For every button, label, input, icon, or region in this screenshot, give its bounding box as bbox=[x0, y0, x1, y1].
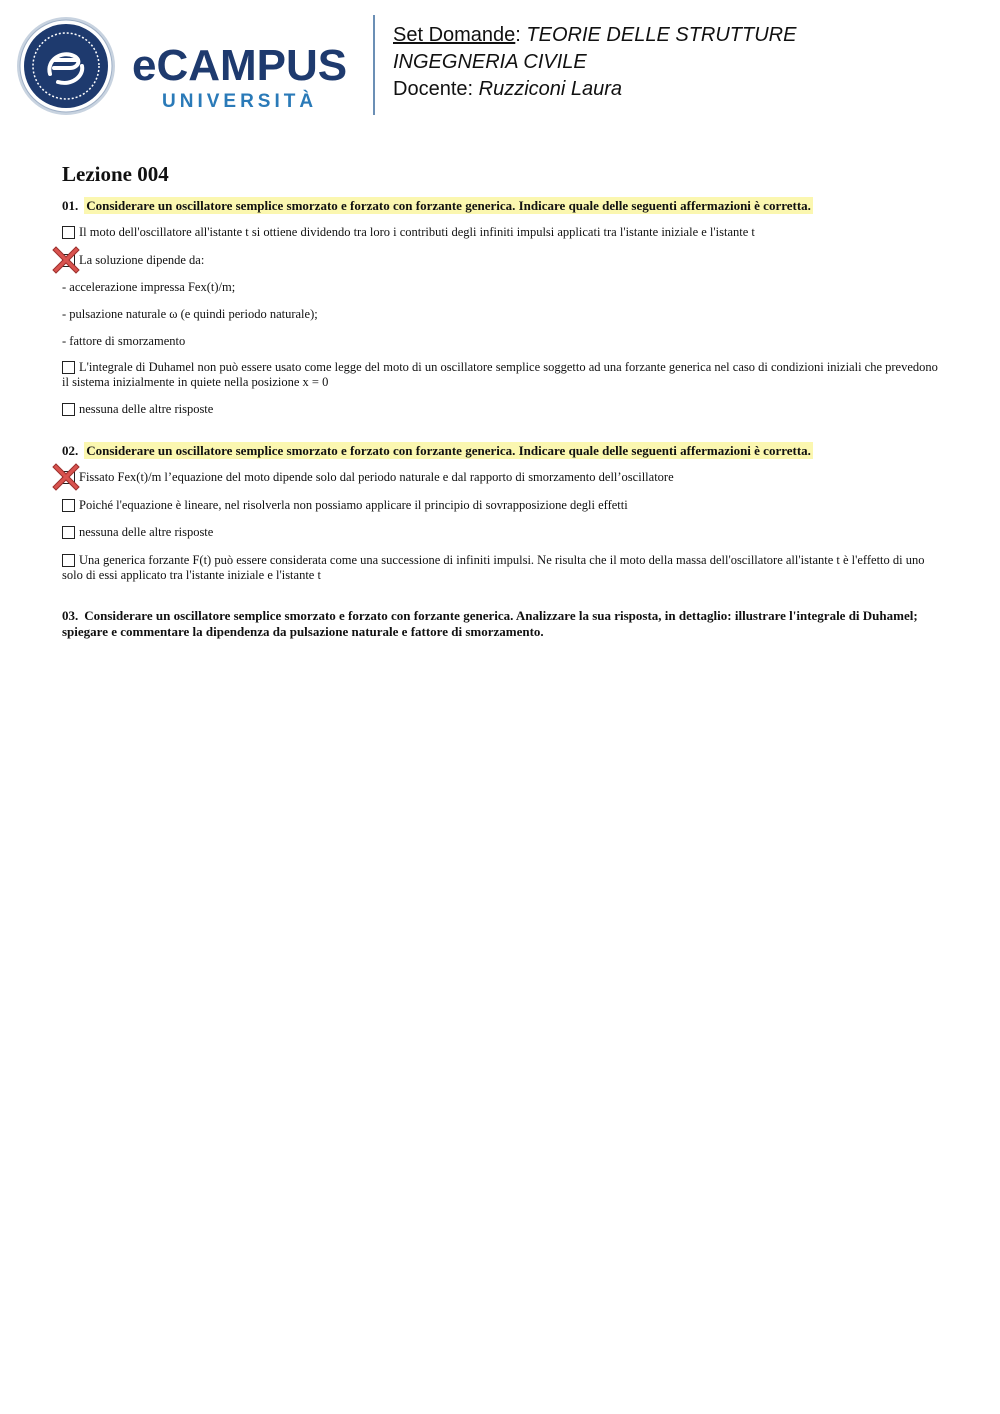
checkbox[interactable] bbox=[62, 499, 75, 512]
lesson-title: Lezione 004 bbox=[62, 162, 169, 186]
checkbox[interactable] bbox=[62, 361, 75, 374]
header-info: Set Domande: TEORIE DELLE STRUTTURE INGEGNERIA CIVILE Docente: Ruzziconi Laura bbox=[393, 24, 797, 100]
question-text: Considerare un oscillatore semplice smorzato e forzato con forzante generica. Analizzare la sua risposta, in dettaglio: illustrare l'integrale di Duhamel; spiegare e commentare la dipendenza da pulsazione naturale e fattore di smorzamento. bbox=[62, 608, 918, 639]
question-text: Considerare un oscillatore semplice smorzato e forzato con forzante generica. Indicare quale delle seguenti affermazioni è corretta. bbox=[86, 443, 811, 458]
page-header bbox=[0, 0, 1000, 130]
option-detail-line: - pulsazione naturale ω (e quindi periodo naturale); bbox=[62, 307, 318, 321]
q2-option-4[interactable] bbox=[62, 553, 942, 583]
q2-option-2[interactable] bbox=[62, 498, 942, 513]
set-value: TEORIE DELLE STRUTTURE bbox=[526, 24, 797, 46]
question-number: 02. bbox=[62, 443, 79, 458]
document-body bbox=[62, 160, 942, 640]
question-text: Considerare un oscillatore semplice smorzato e forzato con forzante generica. Indicare quale delle seguenti affermazioni è corretta. bbox=[86, 198, 811, 213]
question-number: 01. bbox=[62, 198, 79, 213]
wrong-answer-x-icon bbox=[50, 244, 82, 276]
question-3 bbox=[62, 608, 942, 640]
option-detail-line: - fattore di smorzamento bbox=[62, 334, 186, 348]
checkbox[interactable] bbox=[62, 403, 75, 416]
option-text: L'integrale di Duhamel non può essere usato come legge del moto di un oscillatore semplice soggetto ad una forzante generica nel caso di condizioni iniziali che prevedono il sistema inizialmente in quiete nella posizione x = 0 bbox=[62, 360, 938, 389]
set-label: Set Domande bbox=[393, 24, 516, 46]
ecampus-wordmark bbox=[132, 40, 357, 112]
option-text: nessuna delle altre risposte bbox=[79, 402, 214, 416]
checkbox[interactable] bbox=[62, 226, 75, 239]
option-text: La soluzione dipende da: bbox=[79, 253, 205, 267]
teacher-name: Ruzziconi Laura bbox=[478, 78, 623, 100]
header-divider bbox=[373, 15, 375, 115]
option-text: Fissato Fex(t)/m l’equazione del moto dipende solo dal periodo naturale e dal rapporto di smorzamento dell’oscillatore bbox=[79, 470, 674, 484]
logo-sub-text: UNIVERSITÀ bbox=[162, 91, 318, 112]
q2-option-3[interactable] bbox=[62, 525, 942, 540]
option-text: Poiché l'equazione è lineare, nel risolverla non possiamo applicare il principio di sovrapposizione degli effetti bbox=[79, 498, 628, 512]
option-text: Una generica forzante F(t) può essere considerata come una successione di infiniti impulsi. Ne risulta che il moto della massa dell'oscillatore all'istante t è l'effetto di uno solo di essi applicato tra l'istante iniziale e l'istante t bbox=[62, 553, 925, 582]
wrong-answer-x-icon bbox=[50, 461, 82, 493]
course-name: INGEGNERIA CIVILE bbox=[393, 51, 587, 73]
q2-option-1[interactable] bbox=[62, 470, 942, 485]
teacher-label: Docente: bbox=[393, 78, 474, 100]
option-text: nessuna delle altre risposte bbox=[79, 525, 214, 539]
checkbox[interactable] bbox=[62, 526, 75, 539]
option-text: Il moto dell'oscillatore all'istante t si ottiene dividendo tra loro i contributi degli infiniti impulsi applicati tra l'istante iniziale e l'istante t bbox=[79, 225, 755, 239]
q1-option-3[interactable] bbox=[62, 360, 942, 390]
question-1 bbox=[62, 198, 942, 214]
university-seal-icon bbox=[16, 16, 116, 116]
question-number: 03. bbox=[62, 608, 79, 623]
q1-option-2[interactable] bbox=[62, 253, 942, 268]
option-detail-line: - accelerazione impressa Fex(t)/m; bbox=[62, 280, 236, 294]
question-2 bbox=[62, 443, 942, 459]
q1-option-1[interactable] bbox=[62, 225, 942, 240]
checkbox[interactable] bbox=[62, 554, 75, 567]
logo-brand-text: eCAMPUS bbox=[132, 41, 348, 90]
q1-option-4[interactable] bbox=[62, 402, 942, 417]
